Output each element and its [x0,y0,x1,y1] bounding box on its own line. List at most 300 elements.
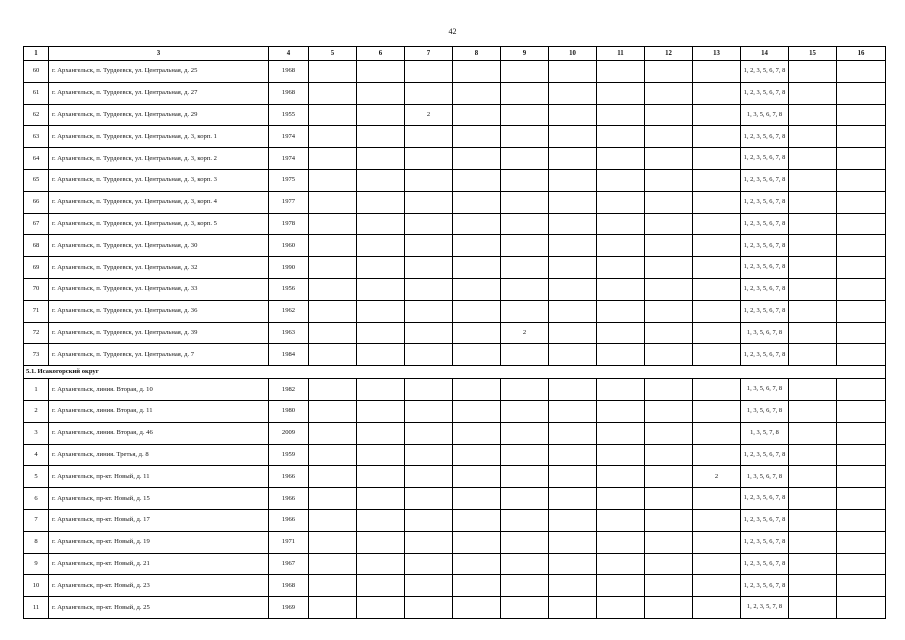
value-cell-c13 [693,322,741,344]
value-cell-c15 [789,148,837,170]
value-cell-c8 [453,400,501,422]
value-cell-c15 [789,488,837,510]
value-cell-c6 [357,322,405,344]
value-cell-c11 [597,553,645,575]
value-cell-c5 [309,82,357,104]
value-cell-c7 [405,444,453,466]
value-cell-c16 [837,278,886,300]
value-cell-c7 [405,213,453,235]
value-cell-c5 [309,509,357,531]
value-cell-c15 [789,82,837,104]
value-cell-c9: 2 [501,322,549,344]
value-cell-c10 [549,126,597,148]
value-cell-c11 [597,466,645,488]
criteria-cell: 1, 2, 3, 5, 6, 7, 8 [741,488,789,510]
year-cell: 1966 [269,466,309,488]
year-cell: 1967 [269,553,309,575]
value-cell-c10 [549,257,597,279]
year-cell: 1990 [269,257,309,279]
value-cell-c12 [645,235,693,257]
row-number-cell: 70 [24,278,49,300]
address-cell: г. Архангельск, пр-кт. Новый, д. 19 [49,531,269,553]
value-cell-c11 [597,82,645,104]
value-cell-c6 [357,126,405,148]
value-cell-c10 [549,466,597,488]
value-cell-c9 [501,61,549,83]
value-cell-c13 [693,126,741,148]
table-row [24,148,886,170]
value-cell-c6 [357,344,405,366]
value-cell-c16 [837,148,886,170]
row-number-cell: 65 [24,169,49,191]
value-cell-c9 [501,82,549,104]
column-numbers-row [24,47,886,61]
value-cell-c15 [789,322,837,344]
criteria-cell: 1, 2, 3, 5, 6, 7, 8 [741,191,789,213]
value-cell-c11 [597,300,645,322]
value-cell-c7 [405,82,453,104]
row-number-cell: 64 [24,148,49,170]
value-cell-c11 [597,344,645,366]
value-cell-c5 [309,235,357,257]
criteria-cell: 1, 2, 3, 5, 6, 7, 8 [741,575,789,597]
value-cell-c15 [789,466,837,488]
value-cell-c10 [549,104,597,126]
value-cell-c5 [309,191,357,213]
value-cell-c13 [693,379,741,401]
value-cell-c15 [789,509,837,531]
value-cell-c6 [357,61,405,83]
column-header: 3 [49,47,269,61]
criteria-cell: 1, 2, 3, 5, 6, 7, 8 [741,148,789,170]
value-cell-c6 [357,422,405,444]
value-cell-c6 [357,300,405,322]
address-cell: г. Архангельск, п. Турдеевск, ул. Центральная, д. 3, корп. 1 [49,126,269,148]
value-cell-c15 [789,191,837,213]
table-row [24,104,886,126]
value-cell-c8 [453,126,501,148]
value-cell-c8 [453,61,501,83]
address-cell: г. Архангельск, п. Турдеевск, ул. Центральная, д. 3, корп. 3 [49,169,269,191]
criteria-cell: 1, 2, 3, 5, 6, 7, 8 [741,531,789,553]
value-cell-c16 [837,169,886,191]
value-cell-c6 [357,531,405,553]
criteria-cell: 1, 3, 5, 6, 7, 8 [741,466,789,488]
criteria-cell: 1, 2, 3, 5, 6, 7, 8 [741,344,789,366]
value-cell-c15 [789,104,837,126]
value-cell-c9 [501,300,549,322]
value-cell-c11 [597,488,645,510]
value-cell-c12 [645,82,693,104]
column-header: 7 [405,47,453,61]
column-header: 15 [789,47,837,61]
value-cell-c10 [549,444,597,466]
column-header: 14 [741,47,789,61]
value-cell-c9 [501,379,549,401]
value-cell-c8 [453,322,501,344]
value-cell-c7 [405,322,453,344]
value-cell-c10 [549,553,597,575]
value-cell-c10 [549,169,597,191]
value-cell-c5 [309,148,357,170]
year-cell: 1963 [269,322,309,344]
column-header: 12 [645,47,693,61]
value-cell-c10 [549,278,597,300]
row-number-cell: 11 [24,597,49,619]
value-cell-c7 [405,466,453,488]
value-cell-c9 [501,344,549,366]
row-number-cell: 3 [24,422,49,444]
value-cell-c8 [453,104,501,126]
value-cell-c11 [597,379,645,401]
column-header: 9 [501,47,549,61]
value-cell-c10 [549,148,597,170]
table-row [24,169,886,191]
value-cell-c6 [357,379,405,401]
value-cell-c11 [597,322,645,344]
value-cell-c16 [837,257,886,279]
table-header [24,47,886,61]
value-cell-c11 [597,126,645,148]
address-cell: г. Архангельск, п. Турдеевск, ул. Центральная, д. 3, корп. 2 [49,148,269,170]
value-cell-c5 [309,379,357,401]
address-cell: г. Архангельск, пр-кт. Новый, д. 23 [49,575,269,597]
table-row [24,278,886,300]
table-row [24,422,886,444]
table-row [24,531,886,553]
value-cell-c9 [501,553,549,575]
value-cell-c6 [357,82,405,104]
value-cell-c8 [453,257,501,279]
value-cell-c12 [645,575,693,597]
value-cell-c16 [837,488,886,510]
value-cell-c9 [501,575,549,597]
table-row [24,466,886,488]
value-cell-c8 [453,344,501,366]
value-cell-c8 [453,597,501,619]
value-cell-c8 [453,466,501,488]
value-cell-c8 [453,509,501,531]
value-cell-c11 [597,169,645,191]
criteria-cell: 1, 3, 5, 6, 7, 8 [741,400,789,422]
value-cell-c7 [405,422,453,444]
column-header: 1 [24,47,49,61]
year-cell: 1956 [269,278,309,300]
value-cell-c8 [453,191,501,213]
value-cell-c8 [453,82,501,104]
value-cell-c10 [549,400,597,422]
value-cell-c16 [837,400,886,422]
value-cell-c8 [453,278,501,300]
table-row [24,400,886,422]
value-cell-c15 [789,257,837,279]
table-row [24,191,886,213]
value-cell-c9 [501,597,549,619]
value-cell-c15 [789,400,837,422]
address-cell: г. Архангельск, п. Турдеевск, ул. Центральная, д. 3, корп. 5 [49,213,269,235]
value-cell-c13 [693,169,741,191]
value-cell-c10 [549,235,597,257]
criteria-cell: 1, 2, 3, 5, 6, 7, 8 [741,213,789,235]
value-cell-c16 [837,104,886,126]
value-cell-c16 [837,322,886,344]
value-cell-c9 [501,191,549,213]
value-cell-c15 [789,553,837,575]
value-cell-c9 [501,148,549,170]
column-header: 8 [453,47,501,61]
value-cell-c5 [309,344,357,366]
column-header: 5 [309,47,357,61]
value-cell-c16 [837,575,886,597]
value-cell-c5 [309,169,357,191]
housing-table [23,46,886,619]
value-cell-c13 [693,235,741,257]
criteria-cell: 1, 2, 3, 5, 6, 7, 8 [741,235,789,257]
value-cell-c7 [405,531,453,553]
value-cell-c9 [501,444,549,466]
criteria-cell: 1, 2, 3, 5, 7, 8 [741,597,789,619]
address-cell: г. Архангельск, п. Турдеевск, ул. Центральная, д. 30 [49,235,269,257]
value-cell-c6 [357,509,405,531]
value-cell-c7 [405,191,453,213]
year-cell: 1960 [269,235,309,257]
value-cell-c6 [357,235,405,257]
value-cell-c5 [309,400,357,422]
value-cell-c12 [645,509,693,531]
value-cell-c6 [357,169,405,191]
year-cell: 1971 [269,531,309,553]
value-cell-c6 [357,553,405,575]
value-cell-c16 [837,213,886,235]
value-cell-c13 [693,257,741,279]
value-cell-c9 [501,509,549,531]
value-cell-c16 [837,422,886,444]
value-cell-c16 [837,379,886,401]
value-cell-c12 [645,213,693,235]
value-cell-c11 [597,531,645,553]
column-header: 11 [597,47,645,61]
address-cell: г. Архангельск, линия. Вторая, д. 11 [49,400,269,422]
address-cell: г. Архангельск, п. Турдеевск, ул. Центральная, д. 33 [49,278,269,300]
value-cell-c7 [405,597,453,619]
table-row [24,322,886,344]
value-cell-c10 [549,344,597,366]
value-cell-c7 [405,169,453,191]
value-cell-c7 [405,278,453,300]
year-cell: 1955 [269,104,309,126]
row-number-cell: 68 [24,235,49,257]
value-cell-c12 [645,422,693,444]
value-cell-c9 [501,422,549,444]
value-cell-c13 [693,104,741,126]
row-number-cell: 63 [24,126,49,148]
value-cell-c10 [549,531,597,553]
value-cell-c9 [501,257,549,279]
row-number-cell: 1 [24,379,49,401]
criteria-cell: 1, 2, 3, 5, 6, 7, 8 [741,126,789,148]
value-cell-c5 [309,322,357,344]
value-cell-c7 [405,344,453,366]
value-cell-c11 [597,104,645,126]
value-cell-c8 [453,235,501,257]
year-cell: 1969 [269,597,309,619]
value-cell-c11 [597,191,645,213]
value-cell-c16 [837,444,886,466]
row-number-cell: 60 [24,61,49,83]
value-cell-c16 [837,597,886,619]
criteria-cell: 1, 3, 5, 6, 7, 8 [741,379,789,401]
value-cell-c11 [597,61,645,83]
value-cell-c5 [309,422,357,444]
row-number-cell: 66 [24,191,49,213]
table-row [24,575,886,597]
value-cell-c13 [693,148,741,170]
row-number-cell: 61 [24,82,49,104]
address-cell: г. Архангельск, пр-кт. Новый, д. 25 [49,597,269,619]
address-cell: г. Архангельск, линия. Третья, д. 8 [49,444,269,466]
year-cell: 1978 [269,213,309,235]
value-cell-c12 [645,553,693,575]
row-number-cell: 4 [24,444,49,466]
value-cell-c5 [309,104,357,126]
address-cell: г. Архангельск, п. Турдеевск, ул. Центральная, д. 3, корп. 4 [49,191,269,213]
value-cell-c6 [357,444,405,466]
value-cell-c15 [789,597,837,619]
table-row [24,213,886,235]
value-cell-c16 [837,191,886,213]
table-row [24,257,886,279]
value-cell-c13 [693,82,741,104]
value-cell-c9 [501,400,549,422]
row-number-cell: 73 [24,344,49,366]
value-cell-c5 [309,213,357,235]
value-cell-c6 [357,104,405,126]
address-cell: г. Архангельск, пр-кт. Новый, д. 21 [49,553,269,575]
value-cell-c13 [693,553,741,575]
value-cell-c7 [405,400,453,422]
table-row [24,597,886,619]
value-cell-c10 [549,488,597,510]
value-cell-c11 [597,400,645,422]
value-cell-c9 [501,169,549,191]
value-cell-c12 [645,444,693,466]
address-cell: г. Архангельск, п. Турдеевск, ул. Центральная, д. 29 [49,104,269,126]
year-cell: 1966 [269,509,309,531]
year-cell: 1977 [269,191,309,213]
value-cell-c12 [645,597,693,619]
value-cell-c11 [597,235,645,257]
value-cell-c8 [453,422,501,444]
page-number: 42 [448,27,457,36]
value-cell-c10 [549,575,597,597]
value-cell-c13 [693,213,741,235]
value-cell-c6 [357,400,405,422]
value-cell-c10 [549,300,597,322]
section-row [24,366,886,379]
value-cell-c9 [501,278,549,300]
value-cell-c11 [597,509,645,531]
value-cell-c10 [549,322,597,344]
table-row [24,344,886,366]
column-header: 16 [837,47,886,61]
value-cell-c9 [501,104,549,126]
table-row [24,488,886,510]
year-cell: 1968 [269,61,309,83]
table-row [24,553,886,575]
address-cell: г. Архангельск, п. Турдеевск, ул. Центральная, д. 27 [49,82,269,104]
row-number-cell: 10 [24,575,49,597]
year-cell: 1974 [269,148,309,170]
value-cell-c6 [357,148,405,170]
row-number-cell: 72 [24,322,49,344]
value-cell-c12 [645,278,693,300]
value-cell-c8 [453,488,501,510]
row-number-cell: 62 [24,104,49,126]
value-cell-c12 [645,126,693,148]
value-cell-c12 [645,400,693,422]
value-cell-c9 [501,213,549,235]
row-number-cell: 7 [24,509,49,531]
criteria-cell: 1, 3, 5, 6, 7, 8 [741,104,789,126]
column-header: 6 [357,47,405,61]
table-body [24,61,886,619]
value-cell-c12 [645,531,693,553]
value-cell-c11 [597,597,645,619]
value-cell-c10 [549,509,597,531]
table-row [24,444,886,466]
value-cell-c16 [837,61,886,83]
address-cell: г. Архангельск, пр-кт. Новый, д. 15 [49,488,269,510]
value-cell-c8 [453,213,501,235]
value-cell-c12 [645,300,693,322]
value-cell-c5 [309,278,357,300]
address-cell: г. Архангельск, пр-кт. Новый, д. 17 [49,509,269,531]
row-number-cell: 8 [24,531,49,553]
value-cell-c12 [645,466,693,488]
value-cell-c9 [501,466,549,488]
value-cell-c12 [645,488,693,510]
value-cell-c8 [453,444,501,466]
value-cell-c5 [309,531,357,553]
value-cell-c12 [645,148,693,170]
criteria-cell: 1, 2, 3, 5, 6, 7, 8 [741,553,789,575]
value-cell-c5 [309,597,357,619]
value-cell-c6 [357,213,405,235]
value-cell-c12 [645,344,693,366]
address-cell: г. Архангельск, п. Турдеевск, ул. Центральная, д. 32 [49,257,269,279]
year-cell: 1959 [269,444,309,466]
value-cell-c8 [453,575,501,597]
year-cell: 1975 [269,169,309,191]
value-cell-c11 [597,444,645,466]
year-cell: 2009 [269,422,309,444]
value-cell-c7 [405,575,453,597]
value-cell-c7 [405,126,453,148]
value-cell-c16 [837,531,886,553]
value-cell-c7 [405,61,453,83]
value-cell-c5 [309,61,357,83]
value-cell-c16 [837,82,886,104]
year-cell: 1974 [269,126,309,148]
row-number-cell: 69 [24,257,49,279]
value-cell-c13 [693,444,741,466]
value-cell-c13 [693,278,741,300]
value-cell-c8 [453,531,501,553]
value-cell-c12 [645,191,693,213]
table-row [24,300,886,322]
year-cell: 1968 [269,82,309,104]
value-cell-c15 [789,300,837,322]
